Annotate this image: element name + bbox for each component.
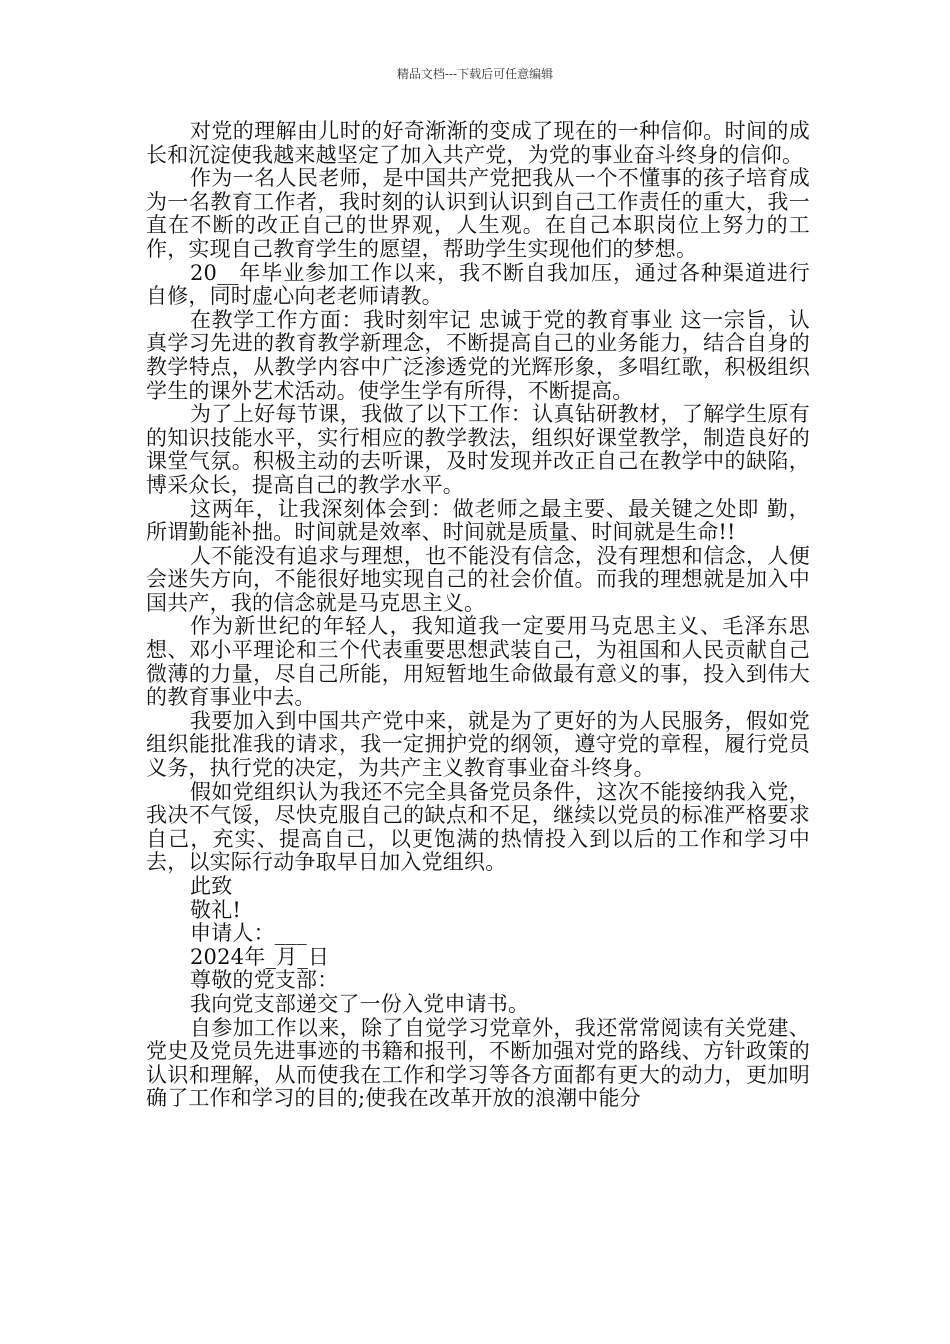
paragraph-8: 作为新世纪的年轻人，我知道我一定要用马克思主义、毛泽东思想、邓小平理论和三个代表重要思想武装自己，为祖国和人民贡献自己微薄的力量，尽自己所能，用短暂地生命做最有意义的事，投入到伟大的教育事业中去。	[146, 614, 810, 710]
submission-note: 我向党支部递交了一份入党申请书。	[190, 991, 530, 1016]
date-line: 2024年_月_日	[190, 944, 330, 969]
closing-salutation: 此致	[190, 874, 233, 898]
paragraph-1: 对党的理解由儿时的好奇渐渐的变成了现在的一种信仰。时间的成长和沉淀使我越来越坚定了加入共产党，为党的事业奋斗终身的信仰。	[146, 119, 810, 167]
addressee: 尊敬的党支部：	[190, 968, 339, 993]
page-header: 精品文档---下载后可任意编辑	[396, 67, 554, 81]
paragraph-2: 作为一名人民老师，是中国共产党把我从一个不懂事的孩子培育成为一名教育工作者，我时刻的认识到认识到自己工作责任的重大，我一直在不断的改正自己的世界观，人生观。在自己本职岗位上努力的工作，实现自己教育学生的愿望，帮助学生实现他们的梦想。	[146, 166, 810, 261]
closing-respect: 敬礼!	[190, 897, 242, 922]
paragraph-6: 这两年，让我深刻体会到：做老师之最主要、最关键之处即 勤，所谓勤能补拙。时间就是效率、时间就是质量、时间就是生命!!	[146, 496, 810, 545]
paragraph-5: 为了上好每节课，我做了以下工作：认真钻研教材，了解学生原有的知识技能水平，实行相应的教学教法，组织好课堂教学，制造良好的课堂气氛。积极主动的去听课，及时发现并改正自己在教学中的缺陷，博采众长，提高自己的教学水平。	[146, 402, 810, 497]
paragraph-9: 我要加入到中国共产党中来，就是为了更好的为人民服务，假如党组织能批准我的请求，我一定拥护党的纲领，遵守党的章程，履行党员义务，执行党的决定，为共产主义教育事业奋斗终身。	[146, 708, 810, 781]
paragraph-3: 20__年毕业参加工作以来，我不断自我加压，通过各种渠道进行自修，同时虚心向老老师请教。	[146, 260, 810, 309]
paragraph-4: 在教学工作方面：我时刻牢记 忠诚于党的教育事业 这一宗旨，认真学习先进的教育教学新理念，不断提高自己的业务能力，结合自身的教学特点，从教学内容中广泛渗透党的光辉形象，多唱红歌，积极组织学生的课外艺术活动。使学生学有所得，不断提高。	[146, 307, 810, 403]
applicant-signature-line: 申请人：___	[190, 921, 307, 946]
paragraph-10: 假如党组织认为我还不完全具备党员条件，这次不能接纳我入党，我决不气馁，尽快克服自己的缺点和不足，继续以党员的标准严格要求自己，充实、提高自己，以更饱满的热情投入到以后的工作和学习中去，以实际行动争取早日加入党组织。	[146, 779, 810, 875]
paragraph-final: 自参加工作以来，除了自觉学习党章外，我还常常阅读有关党建、党史及党员先进事迹的书籍和报刊，不断加强对党的路线、方针政策的认识和理解，从而使我在工作和学习等各方面都有更大的动力，更加明确了工作和学习的目的;使我在改革开放的浪潮中能分	[146, 1015, 810, 1111]
paragraph-7: 人不能没有追求与理想，也不能没有信念，没有理想和信念，人便会迷失方向，不能很好地实现自己的社会价值。而我的理想就是加入中国共产，我的信念就是马克思主义。	[146, 543, 810, 615]
document-body	[146, 120, 810, 1111]
